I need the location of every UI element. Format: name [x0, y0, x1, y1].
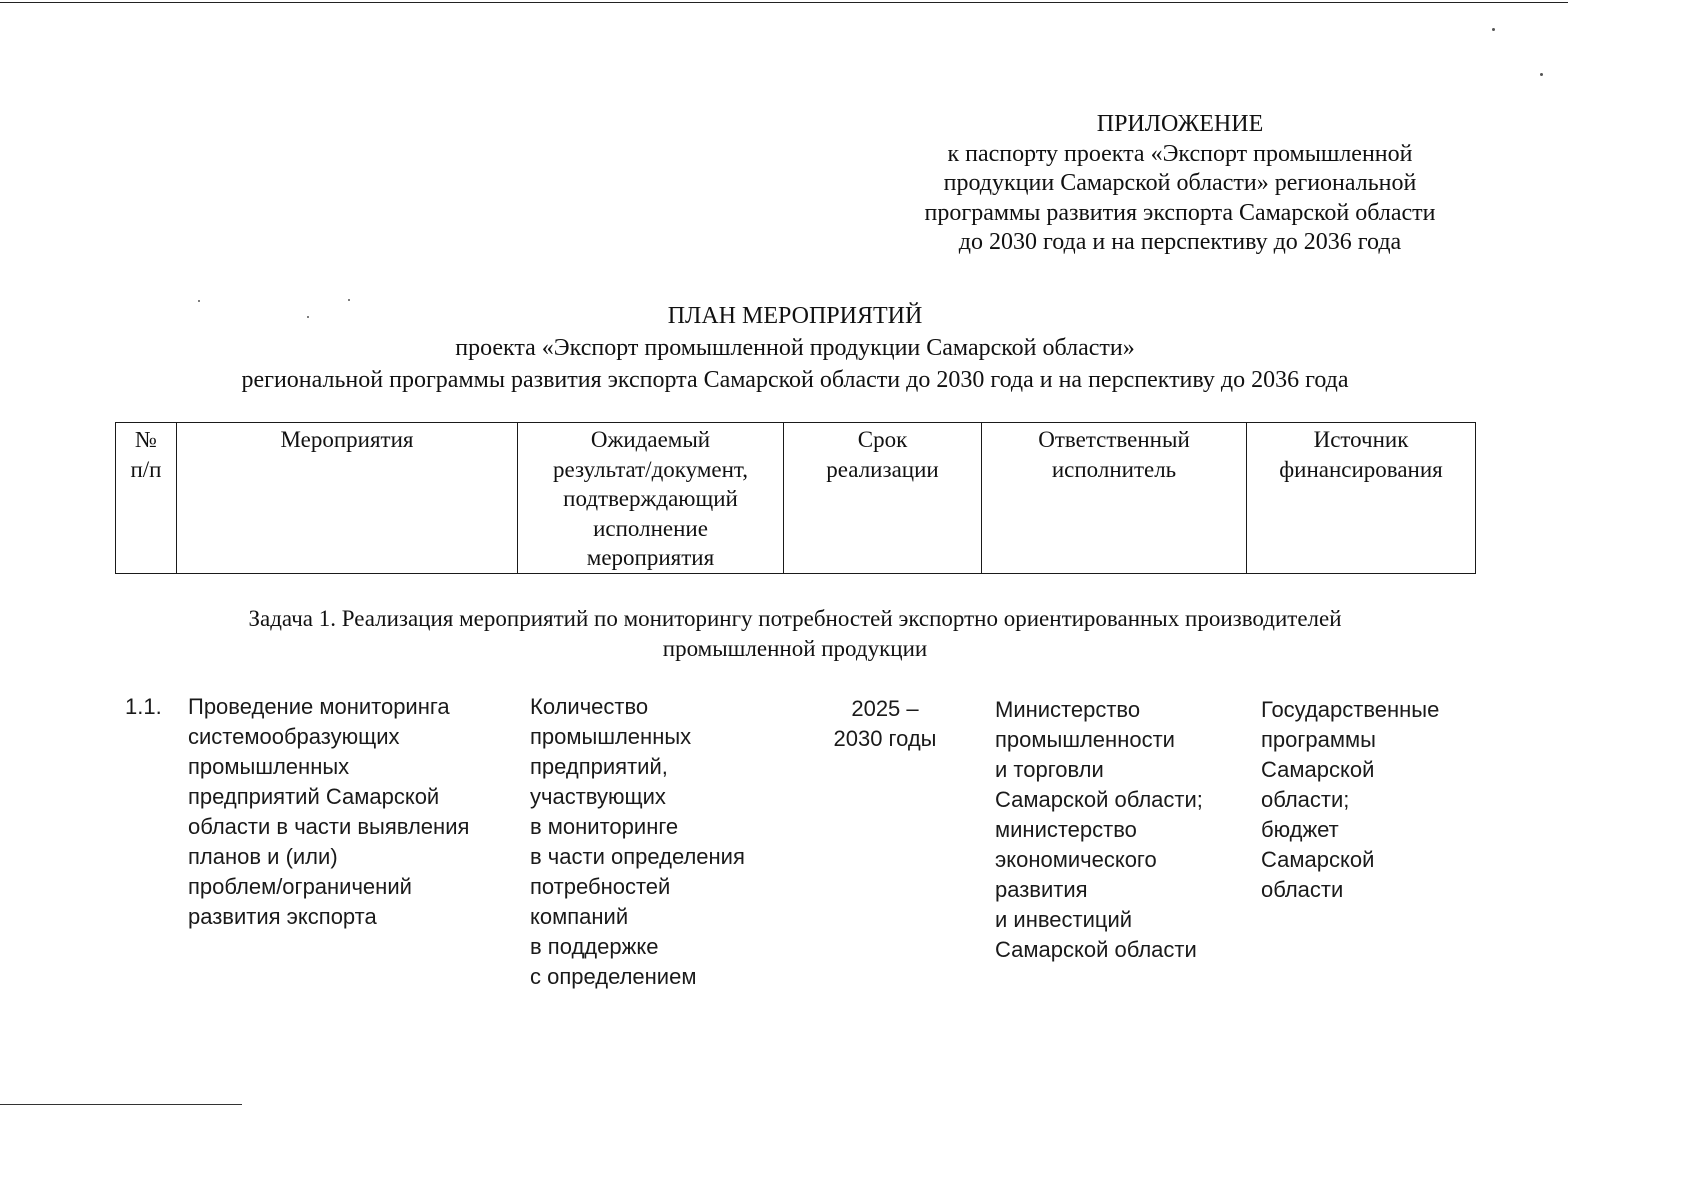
- plan-subtitle: проекта «Экспорт промышленной продукции Самарской области»: [455, 335, 1135, 361]
- row-activity: Проведение мониторинга системообразующих промышленных предприятий Самарской области в части выявления планов и (или) проблем/ограничений развития экспорта: [188, 694, 470, 929]
- plan-header: [100, 300, 1490, 396]
- table-header-row: [116, 423, 1476, 574]
- scan-speck: [1540, 73, 1543, 76]
- row-term: 2025 – 2030 годы: [833, 696, 937, 751]
- task-line: промышленной продукции: [662, 635, 928, 661]
- row-number: 1.1.: [125, 694, 162, 719]
- scan-speck: [348, 299, 350, 301]
- header-source: Источник финансирования: [1247, 423, 1476, 574]
- task-line: Задача 1. Реализация мероприятий по мониторингу потребностей экспортно ориентированных производителей: [248, 606, 1342, 631]
- header-responsible: Ответственный исполнитель: [982, 423, 1247, 574]
- plan-header-table: [115, 422, 1476, 574]
- header-term: Срок реализации: [784, 423, 982, 574]
- appendix-line: программы развития экспорта Самарской области: [924, 199, 1436, 226]
- scan-speck: [198, 300, 200, 302]
- row-source: Государственные программы Самарской области; бюджет Самарской области: [1261, 697, 1440, 902]
- task-heading: [140, 604, 1450, 663]
- row-result: Количество промышленных предприятий, участвующих в мониторинге в части определения потребностей компаний в поддержке с определением: [530, 694, 745, 989]
- footnote-rule: [0, 1104, 242, 1105]
- header-num: № п/п: [116, 423, 177, 574]
- scan-speck: [307, 316, 309, 318]
- header-result: Ожидаемый результат/документ, подтверждающий исполнение мероприятия: [518, 423, 784, 574]
- appendix-line: к паспорту проекта «Экспорт промышленной: [947, 140, 1413, 167]
- appendix-block: [880, 110, 1480, 258]
- top-border-line: [0, 2, 1568, 3]
- appendix-line: до 2030 года и на перспективу до 2036 года: [958, 229, 1402, 255]
- scan-speck: [1492, 28, 1495, 31]
- row-responsible: Министерство промышленности и торговли Самарской области; министерство экономического развития и инвестиций Самарской области: [995, 697, 1203, 962]
- plan-subtitle: региональной программы развития экспорта Самарской области до 2030 года и на перспективу до 2036 года: [241, 367, 1349, 393]
- header-activities: Мероприятия: [177, 423, 518, 574]
- plan-title: ПЛАН МЕРОПРИЯТИЙ: [667, 303, 923, 329]
- appendix-line: продукции Самарской области» региональной: [943, 170, 1417, 196]
- appendix-title: ПРИЛОЖЕНИЕ: [1096, 111, 1264, 137]
